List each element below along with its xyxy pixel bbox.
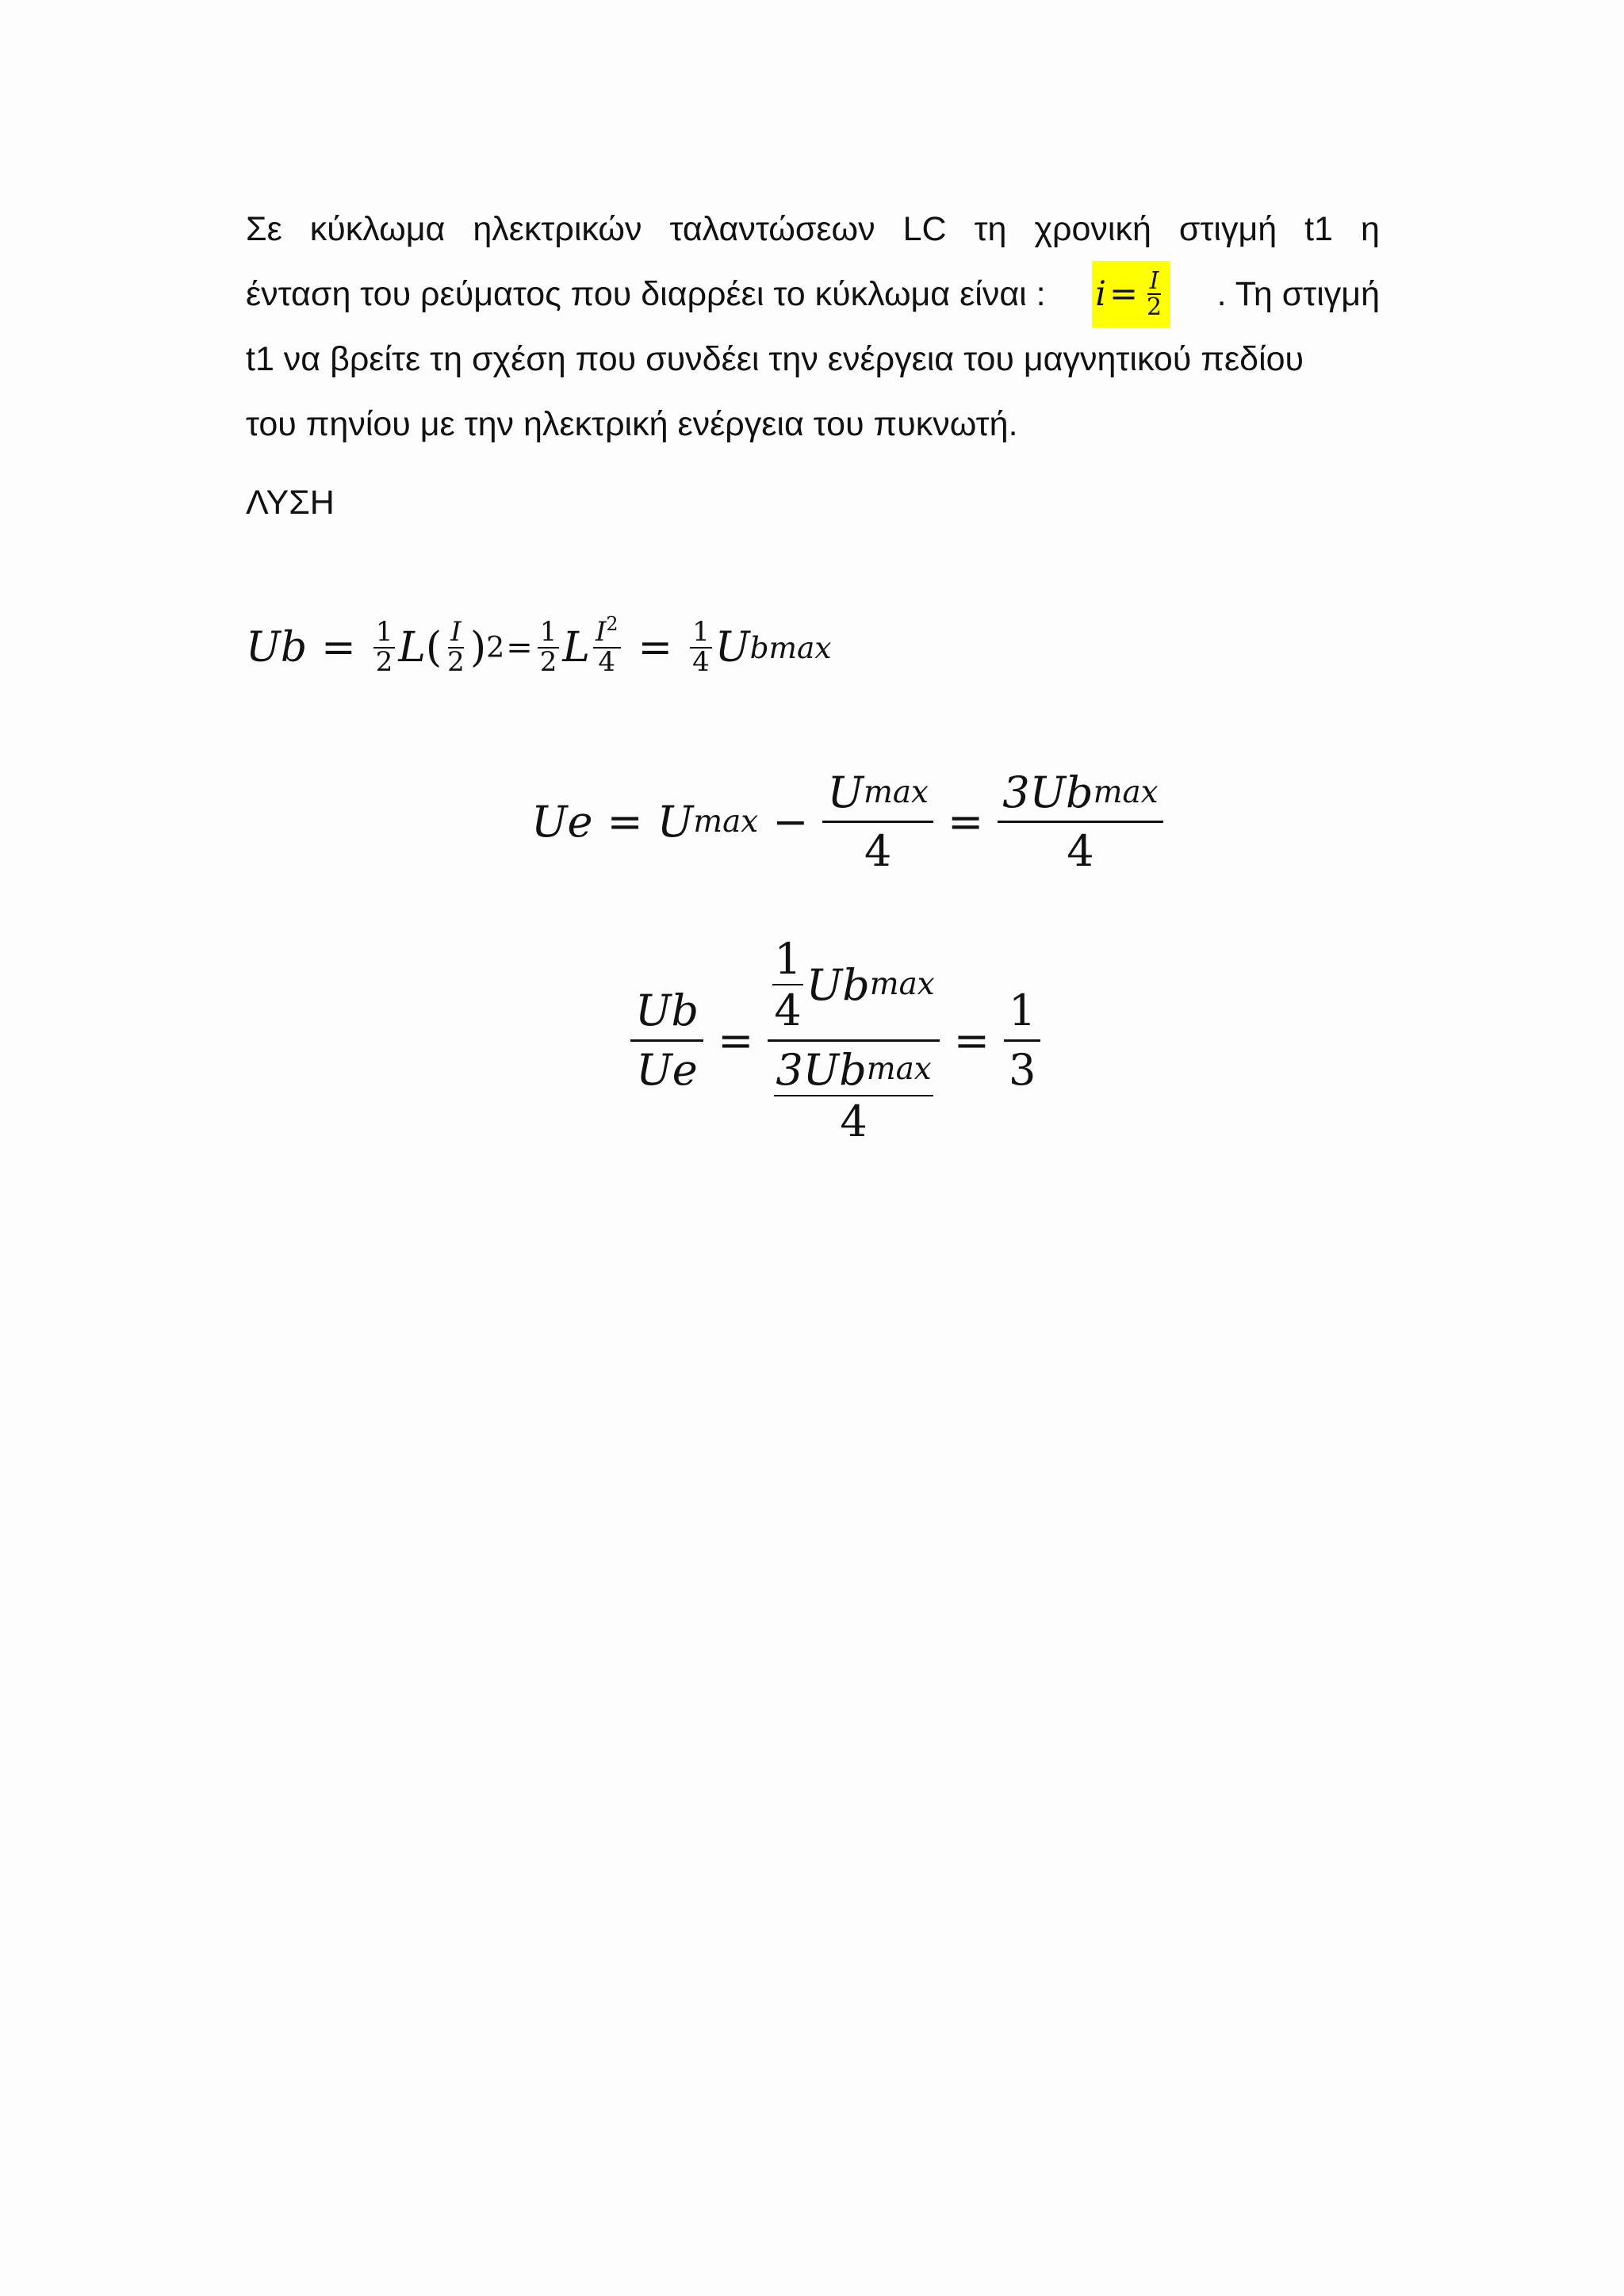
numerator: I bbox=[1147, 269, 1162, 296]
denominator: 4 bbox=[1067, 826, 1094, 877]
equals-sign: = bbox=[638, 623, 673, 672]
numerator: Ub bbox=[630, 987, 703, 1041]
denominator: 4 bbox=[774, 985, 802, 1036]
fraction bbox=[1004, 987, 1040, 1093]
numerator: 1 bbox=[772, 936, 802, 985]
equals-sign: = bbox=[607, 797, 643, 848]
paren: ) bbox=[469, 623, 487, 672]
numerator: 3Ub max bbox=[998, 769, 1162, 823]
base: I bbox=[595, 616, 607, 648]
fraction bbox=[373, 618, 396, 676]
base: 3Ub bbox=[776, 1044, 867, 1095]
eq-symbol: Ue bbox=[531, 797, 593, 848]
current-symbol: i bbox=[1095, 274, 1106, 314]
denominator: 4 bbox=[840, 1096, 868, 1147]
problem-line-3 bbox=[246, 327, 1380, 392]
word: η bbox=[1360, 210, 1380, 248]
fraction bbox=[998, 769, 1162, 875]
eq-symbol: L bbox=[398, 623, 426, 672]
word: ηλεκτρικών bbox=[473, 210, 642, 248]
denominator: 4 bbox=[692, 645, 710, 678]
equals-sign: = bbox=[718, 1015, 754, 1066]
numerator: 1 bbox=[690, 618, 712, 649]
word: t1 bbox=[1304, 210, 1333, 248]
equals-sign: = bbox=[1109, 274, 1138, 314]
problem-statement bbox=[246, 197, 1380, 457]
denominator: 2 bbox=[447, 645, 465, 678]
fraction bbox=[774, 1044, 933, 1147]
problem-text: ένταση του ρεύματος που διαρρέει το κύκλωμα είναι : bbox=[246, 275, 1046, 313]
exponent: 2 bbox=[606, 612, 619, 635]
numerator: 1 bbox=[1004, 987, 1040, 1041]
fraction bbox=[538, 618, 560, 676]
numerator: 1 bbox=[373, 618, 396, 649]
denominator: 4 bbox=[864, 826, 892, 877]
equation-energy-ratio bbox=[630, 936, 1040, 1146]
word: στιγμή bbox=[1178, 210, 1277, 248]
problem-line-4 bbox=[246, 392, 1380, 457]
denominator: 2 bbox=[539, 645, 557, 678]
denominator: Ue bbox=[636, 1044, 698, 1095]
word: ταλαντώσεων bbox=[669, 210, 875, 248]
fraction bbox=[630, 987, 703, 1093]
numerator: $\frac{1}{4}$ Ub max bbox=[768, 936, 939, 1042]
eq-symbol: Ub bbox=[246, 623, 308, 672]
numerator bbox=[593, 612, 621, 649]
equation-magnetic-energy: Ub = $\frac{1}{2}$ L ( $\frac{I}{2}$ ) 2 = $\frac{1}{2}$ L $\frac{I^2}{4}$ = $\frac{1}{4}$ U bmax bbox=[246, 612, 832, 678]
numerator: 1 bbox=[538, 618, 560, 649]
numerator: 3Ub max bbox=[774, 1047, 933, 1096]
eq-symbol: L bbox=[562, 623, 590, 672]
problem-text: t1 να βρείτε τη σχέση που συνδέει την ενέργεια του μαγνητικού πεδίου bbox=[246, 340, 1304, 378]
word: LC bbox=[902, 210, 947, 248]
fraction bbox=[822, 769, 933, 875]
base: 3Ub bbox=[1002, 767, 1094, 817]
problem-line-1 bbox=[246, 197, 1380, 262]
equals-sign: = bbox=[321, 623, 356, 672]
denominator: 3 bbox=[1008, 1044, 1036, 1095]
equals-sign: = bbox=[506, 629, 533, 666]
word: χρονική bbox=[1034, 210, 1151, 248]
fraction bbox=[690, 618, 712, 676]
equals-sign: = bbox=[953, 1015, 990, 1066]
problem-text: του πηνίου με την ηλεκτρική ενέργεια του πυκνωτή. bbox=[246, 405, 1018, 443]
denominator: 2 bbox=[375, 645, 393, 678]
word: τη bbox=[974, 210, 1007, 248]
paren: ( bbox=[425, 623, 442, 672]
compound-fraction bbox=[768, 936, 939, 1146]
eq-symbol: U bbox=[714, 623, 750, 672]
numerator: I bbox=[448, 618, 463, 649]
fraction bbox=[1144, 266, 1164, 321]
fraction bbox=[772, 936, 802, 1035]
problem-text: . Τη στιγμή bbox=[1216, 275, 1380, 313]
fraction bbox=[593, 612, 621, 678]
base: U bbox=[827, 767, 864, 817]
denominator: 4 bbox=[598, 645, 616, 678]
minus-sign: − bbox=[772, 797, 809, 848]
word: Σε bbox=[246, 210, 282, 248]
numerator: U max bbox=[822, 769, 933, 823]
equals-sign: = bbox=[947, 797, 984, 848]
solution-heading: ΛΥΣΗ bbox=[246, 484, 335, 522]
base: Ub bbox=[806, 959, 870, 1010]
fraction bbox=[445, 618, 467, 676]
eq-symbol: U bbox=[657, 797, 694, 848]
denominator bbox=[769, 1042, 937, 1146]
highlighted-formula bbox=[1092, 261, 1170, 327]
problem-line-2 bbox=[246, 262, 1380, 327]
denominator: 2 bbox=[1146, 293, 1162, 321]
equation-electric-energy: Ue = U max − U max 4 = 3Ub max 4 bbox=[531, 769, 1163, 875]
word: κύκλωμα bbox=[309, 210, 446, 248]
